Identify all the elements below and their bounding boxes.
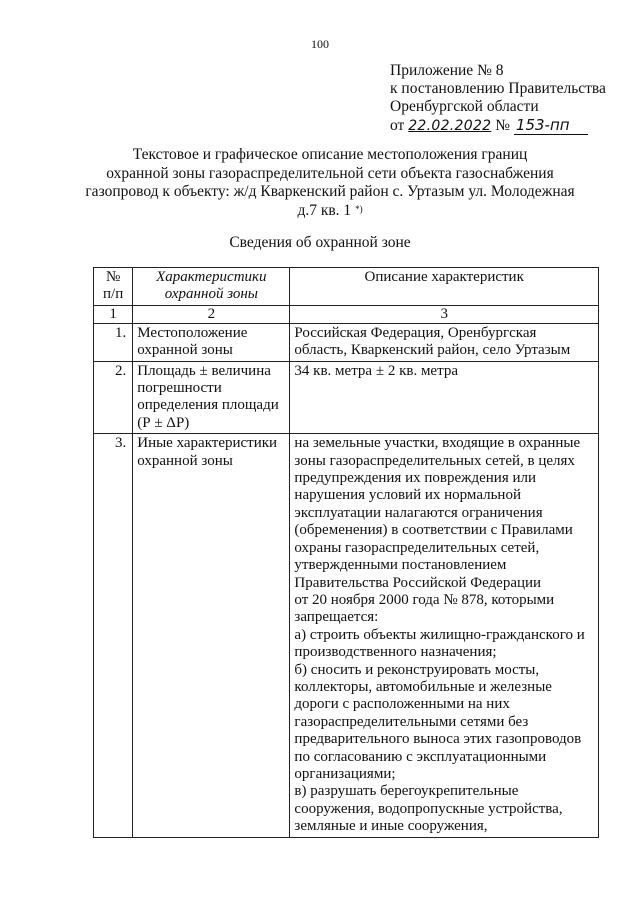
description-line: на земельные участки, входящие в охранные [294,435,581,452]
title-address-end: д.7 кв. 1 [297,201,352,219]
description-line: земляные и иные сооружения, [294,818,488,835]
description-line: 34 кв. метра ± 2 кв. метра [294,362,458,379]
header-number: № п/п [94,268,133,306]
description-line: организациями; [294,765,396,782]
table-row [94,434,599,837]
handwritten-number: 153-пп [514,116,588,135]
zone-info-table [93,267,599,838]
description-line: Правительства Российской Федерации [294,574,542,591]
title-line-2: охранной зоны газораспределительной сети объекта газоснабжения [106,164,554,182]
table-row [94,361,599,434]
header-characteristics: Характеристики охранной зоны [133,268,290,306]
description-line: газораспределительными сетями без [294,713,529,730]
description-line: дороги с расположенными на них [294,696,510,713]
section-title: Сведения об охранной зоне [229,234,411,251]
column-number-2: 2 [133,305,290,323]
row-description [290,434,599,837]
page-number: 100 [311,37,329,51]
description-line: в) разрушать берегоукрепительные [294,783,519,800]
table-header-row [94,268,599,306]
description-line: зоны газораспределительных сетей, в целях [294,452,575,469]
description-line: область, Кваркенский район, село Уртазым [294,342,571,359]
appendix-date-line [390,116,606,135]
document-title [60,146,600,220]
description-line: а) строить объекты жилищно-гражданского и [294,626,585,643]
row-number: 3. [94,434,133,837]
title-line-1: Текстовое и графическое описание местоположения границ [132,146,528,163]
footnote-mark: *) [355,203,363,214]
column-number-3: 3 [290,305,599,323]
row-number: 2. [94,361,133,434]
description-line: производственного назначения; [294,644,497,661]
column-number-1: 1 [94,305,133,323]
row-description [290,361,599,434]
handwritten-date: 22.02.2022 [408,118,492,134]
description-line: предупреждения их повреждения или [294,470,537,487]
header-description: Описание характеристик [290,268,599,306]
row-description [290,323,599,361]
description-line: запрещается: [294,609,379,626]
description-line: охраны газораспределительных сетей, [294,539,540,556]
appendix-line-2: к постановлению Правительства [390,80,606,97]
appendix-block [390,62,606,135]
description-line: б) сносить и реконструировать мосты, [294,661,540,678]
appendix-line-3: Оренбургской области [390,98,539,115]
description-line: по согласованию с эксплуатационными [294,748,547,765]
description-line: нарушения условий их нормальной [294,487,521,504]
title-line-4 [60,202,600,221]
row-number: 1. [94,323,133,361]
row-characteristic: Местоположение охранной зоны [133,323,290,361]
row-characteristic: Площадь ± величина погрешности определения площади (Р ± ΔР) [133,361,290,434]
column-number-row [94,305,599,323]
number-prefix: № [495,117,511,134]
row-characteristic: Иные характеристики охранной зоны [133,434,290,837]
description-line: от 20 ноября 2000 года № 878, которыми [294,591,555,608]
title-line-3: газопровод к объекту: ж/д Кваркенский район с. Уртазым ул. Молодежная [85,183,575,200]
description-line: сооружения, водопропускные устройства, [294,800,563,817]
date-prefix: от [390,117,405,134]
description-line: утвержденными постановлением [294,557,507,574]
description-line: предварительного выноса этих газопроводов [294,731,582,748]
description-line: коллекторы, автомобильные и железные [294,678,552,695]
description-line: эксплуатации налагаются ограничения [294,504,543,521]
description-line: (обременения) в соответствии с Правилами [294,522,573,539]
description-line: Российская Федерация, Оренбургская [294,324,537,341]
appendix-line-1: Приложение № 8 [390,62,504,79]
table-row [94,323,599,361]
